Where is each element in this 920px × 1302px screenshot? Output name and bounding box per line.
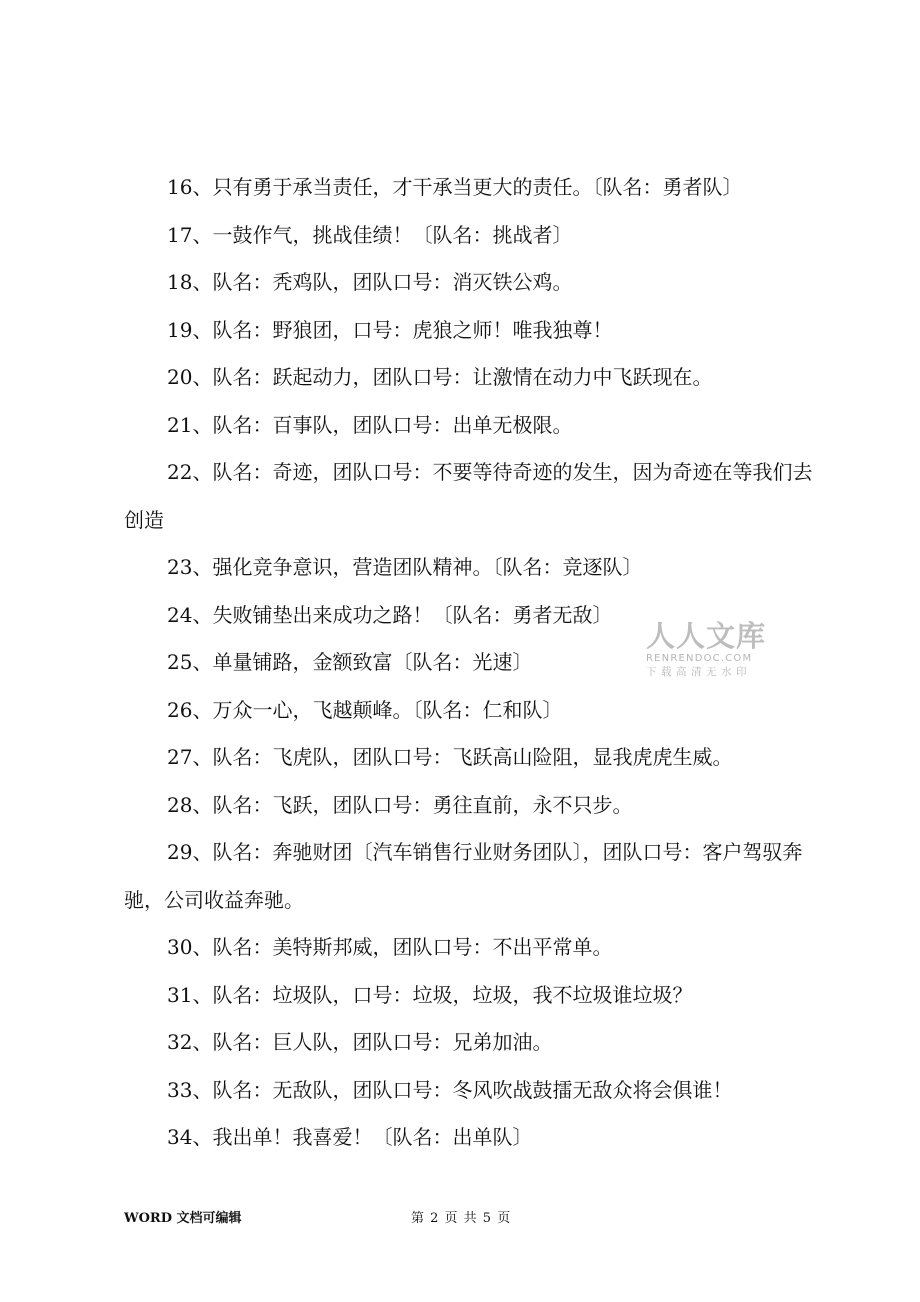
paragraph: 34、我出单！我喜爱！〔队名：出单队〕 bbox=[167, 1125, 533, 1149]
footer-page-number: 第 2 页 共 5 页 bbox=[411, 1211, 512, 1226]
paragraph: 19、队名：野狼团，口号：虎狼之师！唯我独尊！ bbox=[167, 317, 613, 342]
paragraph: 25、单量铺路，金额致富〔队名：光速〕 bbox=[167, 650, 533, 674]
paragraph: 31、队名：垃圾队，口号：垃圾，垃圾，我不垃圾谁垃圾？ bbox=[167, 982, 693, 1007]
paragraph: 20、队名：跃起动力，团队口号：让激情在动力中飞跃现在。 bbox=[167, 365, 713, 389]
paragraph: 27、队名：飞虎队，团队口号：飞跃高山险阻，显我虎虎生威。 bbox=[167, 745, 733, 769]
paragraph: 24、失败铺垫出来成功之路！〔队名：勇者无敌〕 bbox=[167, 602, 613, 627]
watermark-url: RENRENDOC.COM bbox=[646, 653, 753, 664]
watermark-logo bbox=[646, 620, 776, 679]
paragraph: 23、强化竞争意识，营造团队精神。〔队名：竞逐队〕 bbox=[167, 555, 643, 579]
paragraph: 22、队名：奇迹，团队口号：不要等待奇迹的发生，因为奇迹在等我们去创造 bbox=[124, 460, 813, 532]
paragraph: 28、队名：飞跃，团队口号：勇往直前，永不只步。 bbox=[167, 792, 633, 817]
paragraph: 33、队名：无敌队，团队口号：冬风吹战鼓擂无敌众将会俱谁！ bbox=[167, 1077, 733, 1102]
watermark-title: 人人文库 bbox=[646, 619, 767, 653]
paragraph: 30、队名：美特斯邦威，团队口号：不出平常单。 bbox=[167, 935, 613, 959]
footer-editable-note: WORD 文档可编辑 bbox=[124, 1211, 242, 1226]
paragraph: 18、队名：秃鸡队，团队口号：消灭铁公鸡。 bbox=[167, 270, 573, 294]
paragraph: 32、队名：巨人队，团队口号：兄弟加油。 bbox=[167, 1030, 553, 1054]
paragraph: 29、队名：奔驰财团〔汽车销售行业财务团队〕，团队口号：客户驾驭奔驰，公司收益奔驰。 bbox=[124, 840, 803, 912]
paragraph: 17、一鼓作气，挑战佳绩！〔队名：挑战者〕 bbox=[167, 222, 573, 247]
watermark-subtitle: 下载高清无水印 bbox=[646, 666, 751, 678]
paragraph: 26、万众一心，飞越颠峰。〔队名：仁和队〕 bbox=[167, 697, 563, 722]
paragraph: 16、只有勇于承当责任，才干承当更大的责任。〔队名：勇者队〕 bbox=[167, 175, 743, 199]
paragraph: 21、队名：百事队，团队口号：出单无极限。 bbox=[167, 412, 573, 437]
